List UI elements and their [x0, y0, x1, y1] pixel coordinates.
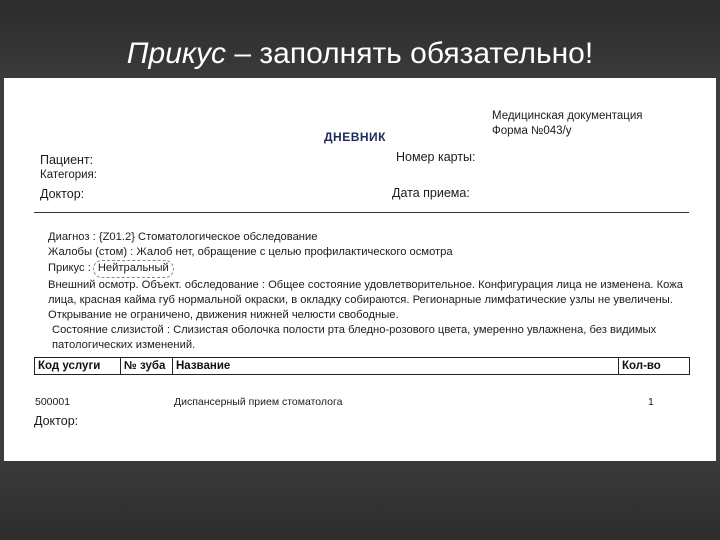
- slide-title-emphasis: Прикус: [126, 37, 227, 70]
- services-table-header: [34, 357, 690, 375]
- diary-heading: ДНЕВНИК: [324, 130, 386, 144]
- patient-label: Пациент:: [40, 153, 94, 167]
- col-tooth-number: № зуба: [121, 358, 173, 374]
- slide-title-rest: – заполнять обязательно!: [226, 37, 594, 70]
- bite-value: Нейтральный: [93, 260, 174, 277]
- category-label: Категория:: [40, 169, 97, 181]
- bottom-band: [0, 461, 720, 540]
- diagnosis-line: Диагноз : {Z01.2} Стоматологическое обследование: [48, 231, 318, 243]
- clinical-notes: [48, 230, 693, 354]
- bite-label: Прикус :: [48, 262, 91, 275]
- document-page: [4, 78, 716, 461]
- complaints-line: Жалобы (стом) : Жалоб нет, обращение с целью профилактического осмотра: [48, 246, 453, 259]
- doctor-label: Доктор:: [40, 187, 85, 201]
- footer-doctor-label: Доктор:: [34, 414, 79, 428]
- col-quantity: Кол-во: [622, 360, 661, 372]
- visit-date-label: Дата приема:: [392, 186, 470, 200]
- medical-doc-line2: Форма №043/у: [492, 125, 572, 137]
- medical-doc-form: [492, 109, 643, 139]
- table-row-qty: 1: [648, 396, 654, 408]
- table-row-name: Диспансерный прием стоматолога: [174, 396, 343, 408]
- col-service-name: Название: [173, 358, 619, 374]
- medical-doc-line1: Медицинская документация: [492, 110, 643, 122]
- table-row-code: 500001: [35, 396, 71, 408]
- external-exam-text: Внешний осмотр. Объект. обследование : Общее состояние удовлетворительное. Конфигурация лица не изменена. Кожа лица, красная кайма губ нормальной окраски, в окладку собираются. Регионарные лимфатические узлы не увеличены. Открывание не ограничено, движения нижней челюсти свободные.: [48, 278, 683, 322]
- bite-line: [48, 260, 693, 277]
- col-service-code: Код услуги: [35, 358, 121, 374]
- mucosa-text: Состояние слизистой : Слизистая оболочка полости рта бледно-розового цвета, умеренно увлажнена, без видимых патологических изменений.: [52, 324, 657, 352]
- card-number-label: Номер карты:: [396, 150, 476, 164]
- slide-title: [0, 36, 720, 72]
- header-divider: [34, 212, 689, 213]
